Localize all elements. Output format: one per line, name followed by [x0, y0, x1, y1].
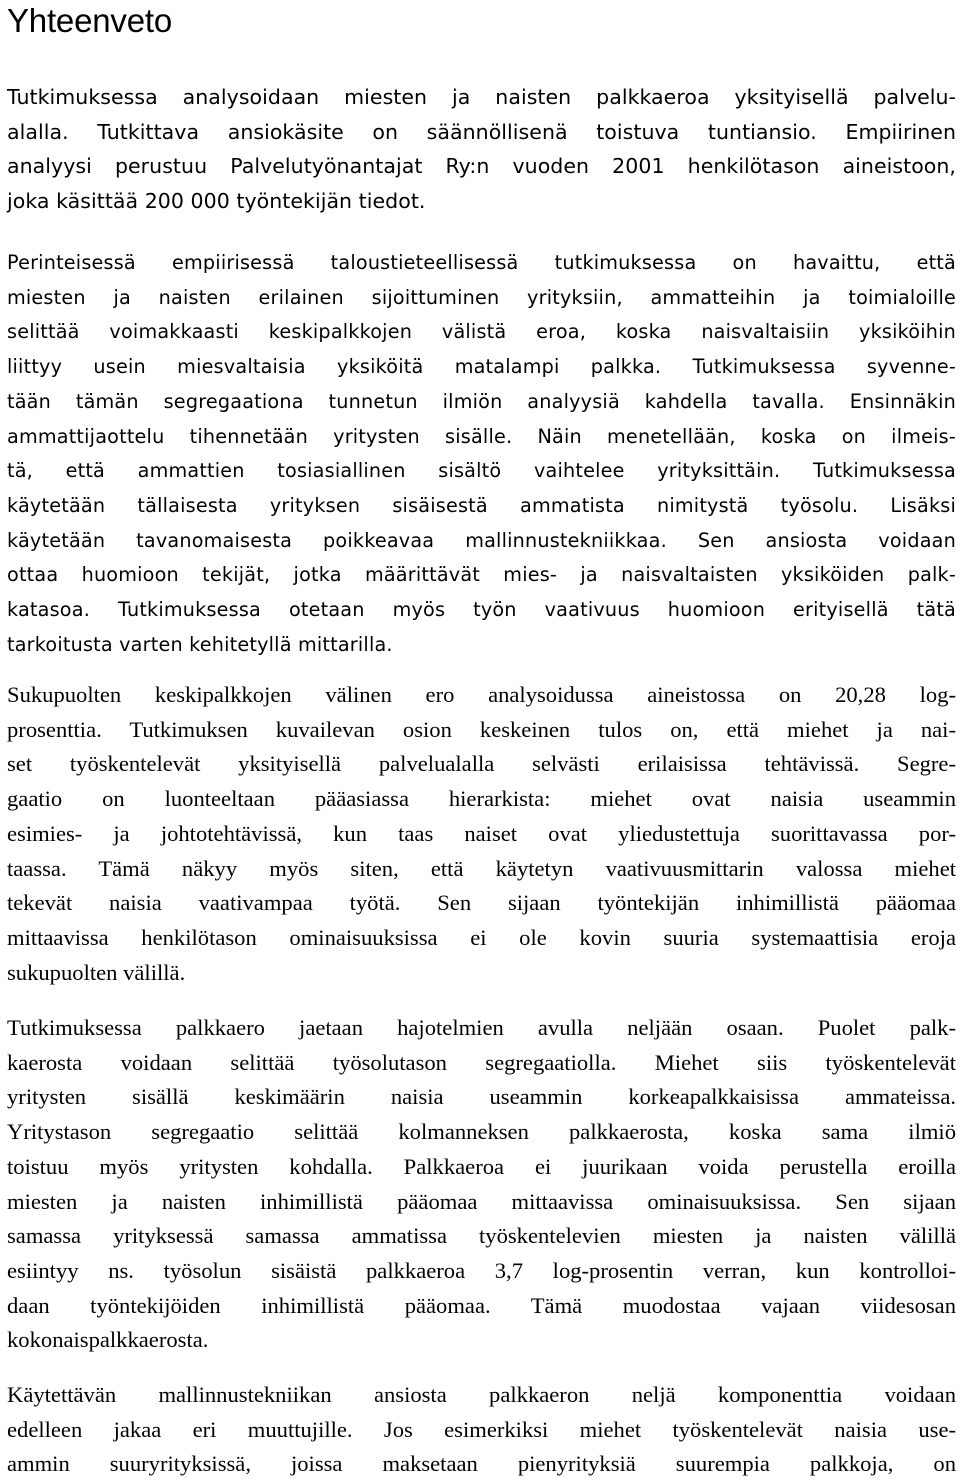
- paragraph-line: Käytettävän mallinnustekniikan ansiosta palkkaeron neljä komponenttia voidaan: [7, 1382, 956, 1407]
- paragraph-line: tarkoitusta varten kehitetyllä mittarilla.: [7, 632, 393, 656]
- paragraph-line: tä, että ammattien tosiasiallinen sisältö vaihtelee yrityksittäin. Tutkimuksessa: [7, 459, 956, 483]
- paragraph-line: toistuu myös yritysten kohdalla. Palkkaeroa ei juurikaan voida perustella eroilla: [7, 1153, 956, 1179]
- paragraph-line: selittää voimakkaasti keskipalkkojen välistä eroa, koska naisvaltaisiin yksiköihin: [7, 320, 956, 344]
- paragraph-line: ammattijaottelu tihennetään yritysten sisälle. Näin menetellään, koska on ilmeis-: [7, 424, 956, 448]
- paragraph-line: tekevät naisia vaativampaa työtä. Sen sijaan työntekijän inhimillistä pääomaa: [7, 890, 956, 916]
- paragraph-line: Yritystason segregaatio selittää kolmanneksen palkkaerosta, koska sama ilmiö: [7, 1119, 956, 1145]
- paragraph-line: käytetään tavanomaisesta poikkeavaa mallinnustekniikkaa. Sen ansiosta voidaan: [7, 528, 956, 552]
- paragraph-line: set työskentelevät yksityisellä palvelualalla selvästi erilaisissa tehtävissä. Segre-: [7, 751, 956, 777]
- paragraph-line: samassa yrityksessä samassa ammatissa työskentelevien miesten ja naisten välillä: [7, 1223, 956, 1249]
- document-page: [7, 0, 958, 1477]
- paragraph-line: miesten ja naisten inhimillistä pääomaa mittaavissa ominaisuuksissa. Sen sijaan: [7, 1188, 956, 1214]
- paragraph-line: taassa. Tämä näkyy myös siten, että käytetyn vaativuusmittarin valossa miehet: [7, 855, 956, 881]
- paragraph-line: Tutkimuksessa analysoidaan miesten ja naisten palkkaeroa yksityisellä palvelu-: [7, 85, 956, 109]
- paragraph-line: esiintyy ns. työsolun sisäistä palkkaeroa 3,7 log-prosentin verran, kun kontrolloi-: [7, 1257, 956, 1283]
- paragraph-line: Perinteisessä empiirisessä taloustieteellisessä tutkimuksessa on havaittu, että: [7, 251, 956, 274]
- paragraph-line: prosenttia. Tutkimuksen kuvailevan osion keskeinen tulos on, että miehet ja nai-: [7, 716, 956, 742]
- paragraph-3: [7, 678, 956, 990]
- paragraph-line: ottaa huomioon tekijät, jotka määrittävät mies- ja naisvaltaisten yksiköiden palk-: [7, 563, 956, 587]
- paragraph-line: esimies- ja johtotehtävissä, kun taas naiset ovat yliedustettuja suorittavassa por-: [7, 820, 956, 846]
- paragraph-line: katasoa. Tutkimuksessa otetaan myös työn vaativuus huomioon erityisellä tätä: [7, 598, 956, 622]
- paragraph-5: [7, 1378, 956, 1482]
- paragraph-line: daan työntekijöiden inhimillistä pääomaa. Tämä muodostaa vajaan viidesosan: [7, 1292, 956, 1318]
- paragraph-line: kaerosta voidaan selittää työsolutason segregaatiolla. Miehet siis työskentelevät: [7, 1049, 956, 1075]
- paragraph-2: [7, 246, 956, 662]
- paragraph-line: sukupuolten välillä.: [7, 959, 186, 985]
- paragraph-line: ammin suuryrityksissä, joissa maksetaan pienyrityksiä suurempia palkkoja, on: [7, 1451, 956, 1477]
- paragraph-line: kokonaispalkkaerosta.: [7, 1327, 209, 1353]
- paragraph-line: Tutkimuksessa palkkaero jaetaan hajotelmien avulla neljään osaan. Puolet palk-: [7, 1015, 956, 1040]
- paragraph-line: käytetään tällaisesta yrityksen sisäisestä ammatista nimitystä työsolu. Lisäksi: [7, 493, 956, 517]
- paragraph-line: joka käsittää 200 000 työntekijän tiedot.: [7, 189, 426, 214]
- paragraph-line: Sukupuolten keskipalkkojen välinen ero analysoidussa aineistossa on 20,28 log-: [7, 682, 956, 707]
- paragraph-line: tään tämän segregaationa tunnetun ilmiön analyysiä kahdella tavalla. Ensinnäkin: [7, 389, 956, 413]
- paragraph-line: gaatio on luonteeltaan pääasiassa hierarkista: miehet ovat naisia useammin: [7, 786, 956, 812]
- paragraph-1: [7, 80, 956, 219]
- paragraph-line: alalla. Tutkittava ansiokäsite on säännöllisenä toistuva tuntiansio. Empiirinen: [7, 119, 956, 144]
- paragraph-line: liittyy usein miesvaltaisia yksiköitä matalampi palkka. Tutkimuksessa syvenne-: [7, 355, 956, 379]
- paragraph-line: analyysi perustuu Palvelutyönantajat Ry:n vuoden 2001 henkilötason aineistoon,: [7, 154, 956, 179]
- paragraph-line: mittaavissa henkilötason ominaisuuksissa ei ole kovin suuria systemaattisia eroja: [7, 924, 956, 950]
- paragraph-line: miesten ja naisten erilainen sijoittuminen yrityksiin, ammatteihin ja toimialoille: [7, 285, 956, 309]
- paragraph-line: edelleen jakaa eri muuttujille. Jos esimerkiksi miehet työskentelevät naisia use-: [7, 1416, 956, 1442]
- page-title: Yhteenveto: [7, 2, 172, 39]
- paragraph-4: [7, 1011, 956, 1358]
- paragraph-line: yritysten sisällä keskimäärin naisia useammin korkeapalkkaisissa ammateissa.: [7, 1084, 956, 1110]
